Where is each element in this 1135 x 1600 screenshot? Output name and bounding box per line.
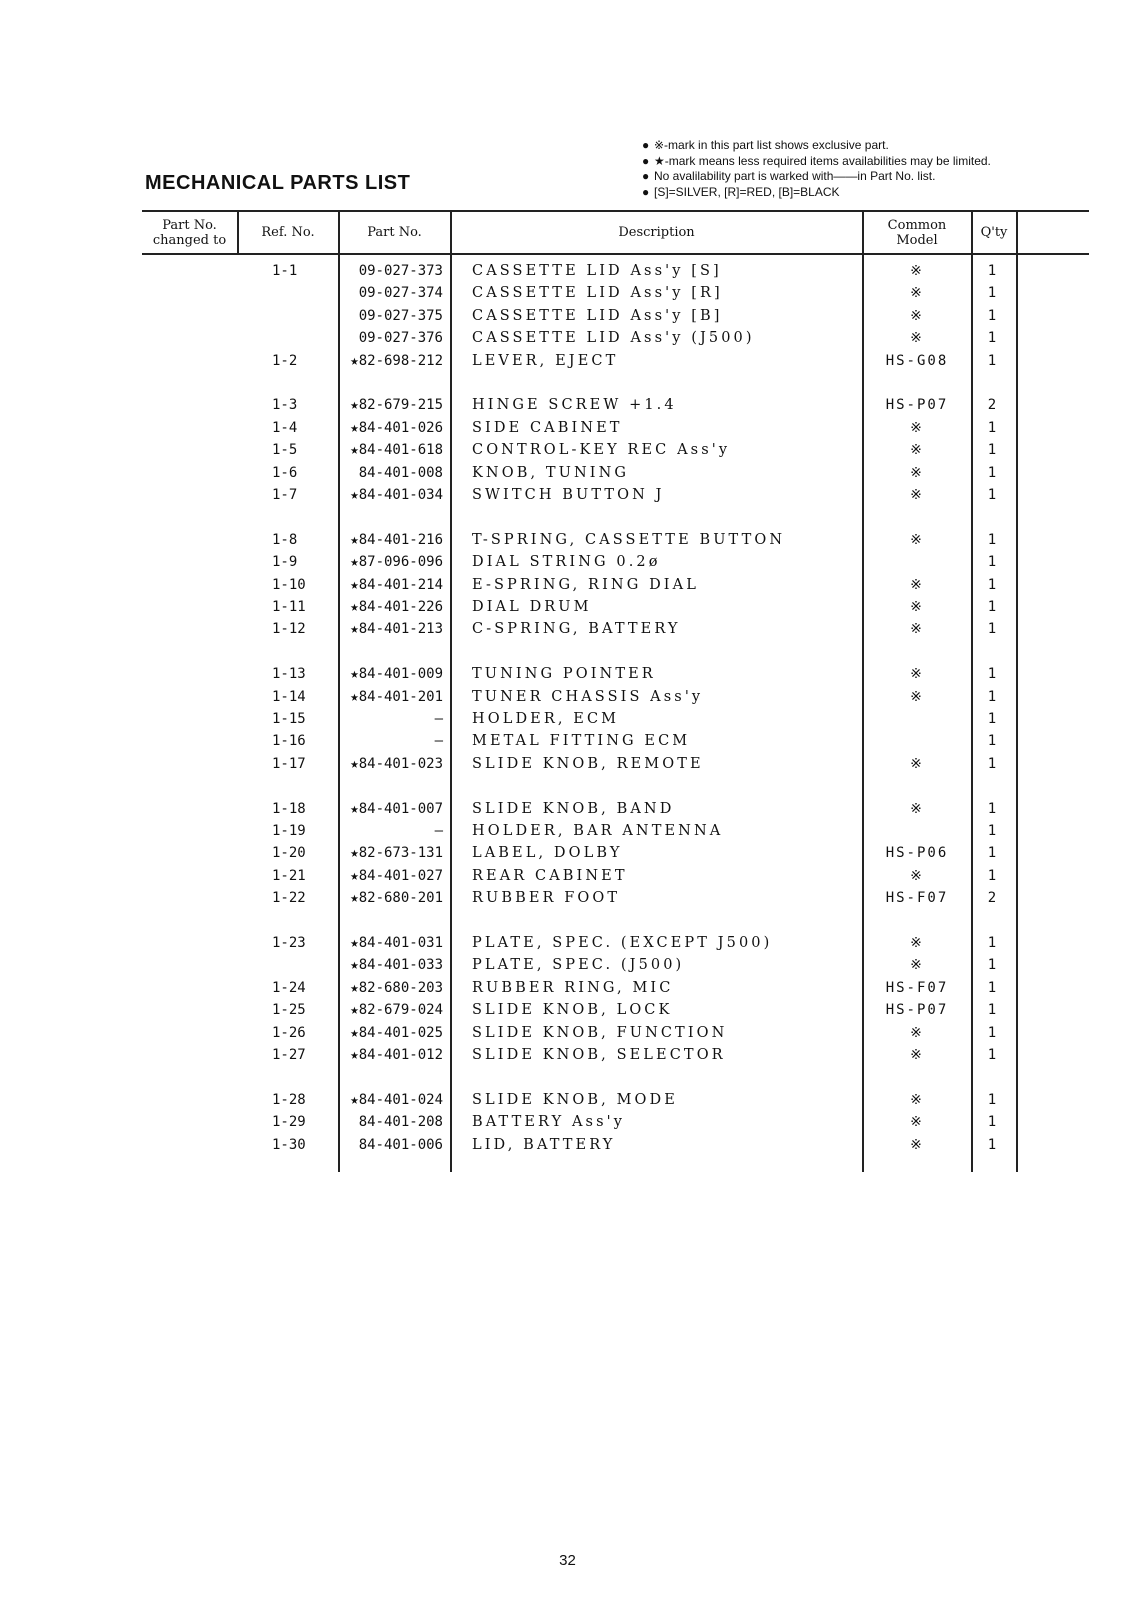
part-number-cell: ★82-680-203 <box>350 979 443 996</box>
qty-cell: 2 <box>987 890 997 907</box>
common-model-cell: HS-F07 <box>885 890 949 907</box>
part-number-cell: ★84-401-024 <box>350 1091 443 1108</box>
common-model-cell: ※ <box>910 285 924 302</box>
part-number-cell: ★82-680-201 <box>350 890 443 907</box>
common-model-cell: ※ <box>910 957 924 974</box>
ref-cell: 1-13 <box>272 666 306 683</box>
note-item: ● ★-mark means less required items availabilities may be limited. <box>642 153 991 168</box>
qty-cell: 1 <box>987 957 997 974</box>
qty-cell: 1 <box>987 352 997 369</box>
description-cell: SLIDE KNOB, LOCK <box>472 1002 673 1019</box>
common-model-cell: HS-G08 <box>885 352 949 369</box>
ref-cell: 1-23 <box>272 935 306 951</box>
part-number-cell: ★84-401-216 <box>350 531 443 548</box>
ref-cell: 1-30 <box>272 1136 306 1153</box>
ref-cell: 1-16 <box>272 733 306 750</box>
common-model-cell: ※ <box>910 464 924 481</box>
qty-cell: 1 <box>987 935 997 951</box>
qty-cell: 1 <box>987 1002 997 1019</box>
part-number-cell: ★84-401-031 <box>350 935 443 951</box>
qty-cell: 1 <box>987 621 997 638</box>
qty-cell: 1 <box>987 442 997 459</box>
ref-cell: 1-11 <box>272 599 306 615</box>
part-number-cell: ★84-401-027 <box>350 867 443 884</box>
common-model-cell: ※ <box>910 666 924 683</box>
qty-cell: 1 <box>987 979 997 996</box>
common-model-cell: ※ <box>910 755 924 772</box>
ref-cell: 1-10 <box>272 576 306 593</box>
ref-cell: 1-7 <box>272 487 298 503</box>
part-number-cell: ★84-401-034 <box>350 487 443 503</box>
common-model-cell: ※ <box>910 487 924 503</box>
description-cell: LID, BATTERY <box>472 1136 616 1153</box>
part-number-cell: ★87-096-096 <box>350 554 443 571</box>
page-title: MECHANICAL PARTS LIST <box>145 172 411 194</box>
qty-cell: 1 <box>987 599 997 615</box>
part-number-cell: ★84-401-213 <box>350 621 443 638</box>
description-cell: CASSETTE LID Ass'y (J500) <box>472 330 755 347</box>
description-cell: PLATE, SPEC. (EXCEPT J500) <box>472 935 773 951</box>
description-cell: CASSETTE LID Ass'y [S] <box>472 263 722 279</box>
description-cell: CONTROL-KEY REC Ass'y <box>472 442 731 459</box>
ref-cell: 1-20 <box>272 845 306 862</box>
part-number-cell: 09-027-376 <box>358 330 443 347</box>
qty-cell: 1 <box>987 800 997 817</box>
part-number-cell: 09-027-375 <box>358 307 443 324</box>
part-number-cell: 09-027-374 <box>358 285 443 302</box>
bullet-icon: ● <box>642 153 650 168</box>
note-item: ● [S]=SILVER, [R]=RED, [B]=BLACK <box>642 184 840 199</box>
common-model-cell: ※ <box>910 330 924 347</box>
common-model-cell: HS-P07 <box>885 1002 949 1019</box>
ref-cell: 1-9 <box>272 554 298 571</box>
bullet-icon: ● <box>642 169 650 183</box>
qty-cell: 1 <box>987 823 997 839</box>
description-cell: SWITCH BUTTON J <box>472 487 665 503</box>
description-cell: PLATE, SPEC. (J500) <box>472 957 685 974</box>
common-model-cell: ※ <box>910 531 924 548</box>
description-cell: RUBBER FOOT <box>472 890 621 907</box>
ref-cell: 1-18 <box>272 800 306 817</box>
common-model-cell: ※ <box>910 263 924 279</box>
description-cell: HOLDER, ECM <box>472 711 620 727</box>
qty-cell: 1 <box>987 755 997 772</box>
header-part-no: Part No. <box>367 225 422 240</box>
description-cell: TUNER CHASSIS Ass'y <box>472 688 704 705</box>
part-number-cell: 84-401-006 <box>358 1136 443 1153</box>
qty-cell: 1 <box>987 733 997 750</box>
ref-cell: 1-22 <box>272 890 306 907</box>
common-model-cell: HS-F07 <box>885 979 949 996</box>
part-number-cell: ★82-679-024 <box>350 1002 443 1019</box>
part-number-cell: ★82-673-131 <box>350 845 443 862</box>
description-cell: DIAL STRING 0.2ø <box>472 554 661 571</box>
qty-cell: 1 <box>987 531 997 548</box>
common-model-cell: ※ <box>910 419 924 436</box>
part-number-cell: — <box>434 733 443 750</box>
table-top-rule <box>142 210 1089 212</box>
part-number-cell: ★84-401-618 <box>350 442 443 459</box>
header-qty: Q'ty <box>980 225 1008 240</box>
ref-cell: 1-28 <box>272 1091 306 1108</box>
qty-cell: 1 <box>987 487 997 503</box>
column-divider <box>450 210 452 1172</box>
description-cell: T-SPRING, CASSETTE BUTTON <box>472 531 786 548</box>
qty-cell: 1 <box>987 867 997 884</box>
part-number-cell: ★84-401-025 <box>350 1024 443 1041</box>
description-cell: TUNING POINTER <box>472 666 656 683</box>
common-model-cell: ※ <box>910 599 924 615</box>
part-number-cell: ★82-698-212 <box>350 352 443 369</box>
description-cell: METAL FITTING ECM <box>472 733 691 750</box>
description-cell: RUBBER RING, MIC <box>472 979 674 996</box>
column-divider <box>971 210 973 1172</box>
ref-cell: 1-8 <box>272 531 298 548</box>
qty-cell: 1 <box>987 263 997 279</box>
ref-cell: 1-25 <box>272 1002 306 1019</box>
qty-cell: 2 <box>987 397 997 414</box>
column-divider <box>1016 210 1018 1172</box>
qty-cell: 1 <box>987 330 997 347</box>
qty-cell: 1 <box>987 1114 997 1131</box>
ref-cell: 1-15 <box>272 711 306 727</box>
description-cell: SLIDE KNOB, FUNCTION <box>472 1024 728 1041</box>
column-divider <box>862 210 864 1172</box>
ref-cell: 1-21 <box>272 867 306 884</box>
part-number-cell: 09-027-373 <box>358 263 443 279</box>
page-number: 32 <box>559 1552 576 1569</box>
description-cell: CASSETTE LID Ass'y [B] <box>472 307 723 324</box>
description-cell: REAR CABINET <box>472 867 628 884</box>
part-number-cell: ★84-401-033 <box>350 957 443 974</box>
ref-cell: 1-19 <box>272 823 306 839</box>
common-model-cell: ※ <box>910 1091 924 1108</box>
description-cell: DIAL DRUM <box>472 599 592 615</box>
common-model-cell: ※ <box>910 800 924 817</box>
part-number-cell: — <box>434 711 443 727</box>
header-changed-to: Part No. changed to <box>152 218 227 248</box>
description-cell: SIDE CABINET <box>472 419 623 436</box>
description-cell: SLIDE KNOB, SELECTOR <box>472 1047 726 1063</box>
common-model-cell: ※ <box>910 1114 924 1131</box>
part-number-cell: ★84-401-009 <box>350 666 443 683</box>
common-model-cell: ※ <box>910 576 924 593</box>
common-model-cell: HS-P07 <box>885 397 949 414</box>
note-item: ● ※-mark in this part list shows exclusive part. <box>642 138 889 152</box>
part-number-cell: 84-401-008 <box>358 464 443 481</box>
description-cell: E-SPRING, RING DIAL <box>472 576 699 593</box>
common-model-cell: ※ <box>910 307 924 324</box>
bullet-icon: ● <box>642 138 650 152</box>
header-description: Description <box>618 225 695 240</box>
part-number-cell: ★84-401-026 <box>350 419 443 436</box>
ref-cell: 1-4 <box>272 419 298 436</box>
ref-cell: 1-27 <box>272 1047 306 1063</box>
qty-cell: 1 <box>987 464 997 481</box>
common-model-cell: ※ <box>910 621 924 638</box>
common-model-cell: ※ <box>910 688 924 705</box>
qty-cell: 1 <box>987 576 997 593</box>
bullet-icon: ● <box>642 184 650 199</box>
qty-cell: 1 <box>987 285 997 302</box>
common-model-cell: HS-P06 <box>885 845 949 862</box>
description-cell: HOLDER, BAR ANTENNA <box>472 823 724 839</box>
description-cell: CASSETTE LID Ass'y [R] <box>472 285 723 302</box>
ref-cell: 1-12 <box>272 621 306 638</box>
part-number-cell: 84-401-208 <box>358 1114 443 1131</box>
qty-cell: 1 <box>987 688 997 705</box>
qty-cell: 1 <box>987 1091 997 1108</box>
qty-cell: 1 <box>987 307 997 324</box>
legend-notes <box>642 138 991 200</box>
common-model-cell: ※ <box>910 1136 924 1153</box>
description-cell: BATTERY Ass'y <box>472 1114 626 1131</box>
ref-cell: 1-24 <box>272 979 306 996</box>
part-number-cell: ★84-401-012 <box>350 1047 443 1063</box>
description-cell: SLIDE KNOB, REMOTE <box>472 755 704 772</box>
description-cell: C-SPRING, BATTERY <box>472 621 681 638</box>
note-item: ● No avalilability part is warked with——in Part No. list. <box>642 169 936 183</box>
table-header-rule <box>142 253 1089 255</box>
qty-cell: 1 <box>987 1024 997 1041</box>
part-number-cell: ★84-401-201 <box>350 688 443 705</box>
qty-cell: 1 <box>987 554 997 571</box>
common-model-cell: ※ <box>910 935 924 951</box>
header-ref-no: Ref. No. <box>261 225 315 240</box>
common-model-cell: ※ <box>910 442 924 459</box>
common-model-cell: ※ <box>910 1047 924 1063</box>
ref-cell: 1-14 <box>272 688 306 705</box>
description-cell: SLIDE KNOB, MODE <box>472 1091 678 1108</box>
qty-cell: 1 <box>987 1047 997 1063</box>
part-number-cell: ★82-679-215 <box>350 397 443 414</box>
qty-cell: 1 <box>987 845 997 862</box>
qty-cell: 1 <box>987 711 997 727</box>
part-number-cell: — <box>434 823 443 839</box>
part-number-cell: ★84-401-023 <box>350 755 443 772</box>
description-cell: LABEL, DOLBY <box>472 845 623 862</box>
common-model-cell: ※ <box>910 1024 924 1041</box>
qty-cell: 1 <box>987 666 997 683</box>
common-model-cell: ※ <box>910 867 924 884</box>
header-common-model: Common Model <box>887 218 947 248</box>
ref-cell: 1-17 <box>272 755 306 772</box>
description-cell: LEVER, EJECT <box>472 352 619 369</box>
part-number-cell: ★84-401-226 <box>350 599 443 615</box>
ref-cell: 1-1 <box>272 263 298 279</box>
description-cell: SLIDE KNOB, BAND <box>472 800 675 817</box>
description-cell: KNOB, TUNING <box>472 464 630 481</box>
part-number-cell: ★84-401-007 <box>350 800 443 817</box>
description-cell: HINGE SCREW +1.4 <box>472 397 677 414</box>
ref-cell: 1-6 <box>272 464 298 481</box>
ref-cell: 1-3 <box>272 397 298 414</box>
qty-cell: 1 <box>987 419 997 436</box>
ref-cell: 1-29 <box>272 1114 306 1131</box>
ref-cell: 1-5 <box>272 442 298 459</box>
part-number-cell: ★84-401-214 <box>350 576 443 593</box>
qty-cell: 1 <box>987 1136 997 1153</box>
ref-cell: 1-26 <box>272 1024 306 1041</box>
ref-cell: 1-2 <box>272 352 298 369</box>
